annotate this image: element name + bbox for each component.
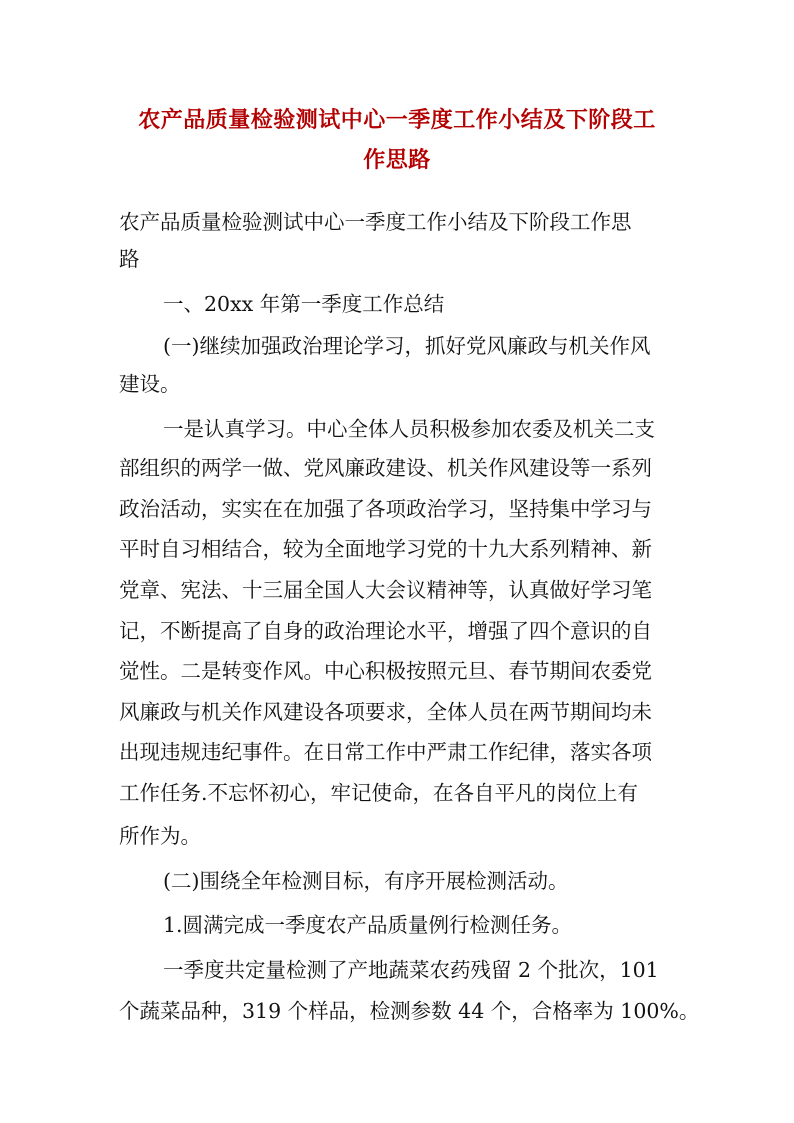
paragraph-1-line-1: 一是认真学习。中心全体人员积极参加农委及机关二支 [163,417,655,441]
subheading-2: (二)围绕全年检测目标，有序开展检测活动。 [163,869,569,893]
paragraph-1-line-2: 部组织的两学一做、党风廉政建设、机关作风建设等一系列 [119,456,652,480]
document-title-line-2: 作思路 [363,147,431,173]
paragraph-2-line-2: 个蔬菜品种，319 个样品，检测参数 44 个，合格率为 100%。 [119,999,700,1023]
paragraph-1-line-9: 出现违规违纪事件。在日常工作中严肃工作纪律，落实各项 [119,740,652,764]
paragraph-1-line-4: 平时自习相结合，较为全面地学习党的十九大系列精神、新 [119,537,652,561]
paragraph-1-line-6: 记，不断提高了自身的政治理论水平，增强了四个意识的自 [119,619,652,643]
paragraph-1-line-5: 党章、宪法、十三届全国人大会议精神等，认真做好学习笔 [119,578,652,602]
subheading-1-line-2: 建设。 [119,372,181,396]
paragraph-1-line-8: 风廉政与机关作风建设各项要求，全体人员在两节期间均未 [119,700,652,724]
paragraph-1-line-10: 工作任务.不忘怀初心，牢记使命，在各自平凡的岗位上有 [119,781,639,805]
intro-line-2: 路 [119,247,140,271]
paragraph-1-line-7: 觉性。二是转变作风。中心积极按照元旦、春节期间农委党 [119,659,652,683]
document-title-line-1: 农产品质量检验测试中心一季度工作小结及下阶段工 [138,107,656,133]
paragraph-1-line-11: 所作为。 [119,824,201,848]
item-heading-1: 1.圆满完成一季度农产品质量例行检测任务。 [163,913,573,937]
intro-line-1: 农产品质量检验测试中心一季度工作小结及下阶段工作思 [119,210,632,234]
section-heading-1: 一、20xx 年第一季度工作总结 [163,292,445,316]
paragraph-1-line-3: 政治活动，实实在在加强了各项政治学习，坚持集中学习与 [119,497,652,521]
subheading-1-line-1: (一)继续加强政治理论学习，抓好党风廉政与机关作风 [163,334,651,358]
paragraph-2-line-1: 一季度共定量检测了产地蔬菜农药残留 2 个批次，101 [163,958,659,982]
